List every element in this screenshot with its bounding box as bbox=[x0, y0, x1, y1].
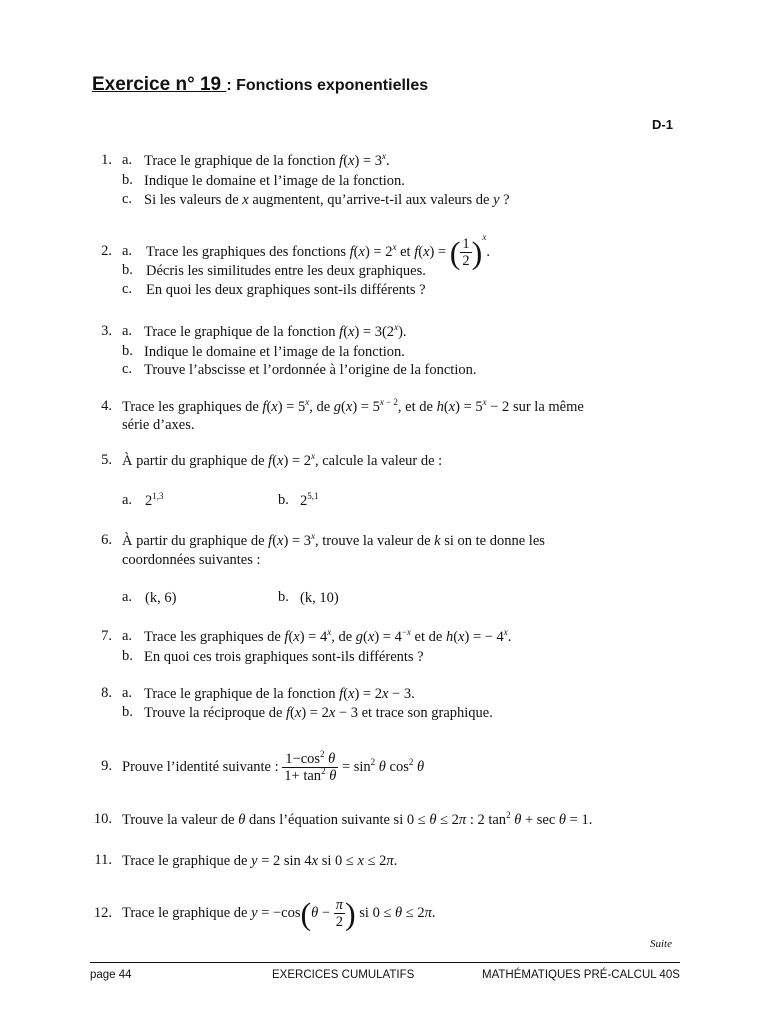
q10-number: 10. bbox=[93, 811, 112, 827]
q6-text-cont: coordonnées suivantes : bbox=[122, 552, 261, 568]
footer-right: MATHÉMATIQUES PRÉ-CALCUL 40S bbox=[482, 969, 680, 981]
q3a-text: Trace le graphique de la fonction $f(x) = 3(2^x)$. bbox=[144, 322, 407, 340]
q7a-label: a. bbox=[122, 628, 133, 644]
q5b-value: 2$^{5,1}$ bbox=[300, 491, 319, 509]
q5-text: À partir du graphique de $f(x) = 2^x$, calcule la valeur de : bbox=[122, 451, 443, 469]
q1b-text: Indique le domaine et l’image de la fonction. bbox=[144, 173, 405, 189]
q10-text: Trouve la valeur de θ dans l’équation suivante si 0 ≤ θ ≤ 2π : 2 $\tan^2 \theta + \sec \theta = 1$. bbox=[122, 810, 593, 828]
q1c-label: c. bbox=[122, 191, 133, 207]
footer-page: page 44 bbox=[90, 969, 132, 981]
q3b-text: Indique le domaine et l’image de la fonction. bbox=[144, 344, 405, 360]
section-code: D-1 bbox=[652, 117, 673, 132]
q4-text: Trace les graphiques de $f(x) = 5^x$, de $g(x) = 5^{x - 2}$, et de $h(x) = 5^x - 2$ sur la même bbox=[122, 397, 584, 415]
q11-text: Trace le graphique de y = 2 sin 4x si 0 ≤ x ≤ 2π. bbox=[122, 853, 398, 869]
q1a-label: a. bbox=[122, 152, 133, 168]
exercise-title bbox=[92, 74, 428, 96]
q6-number: 6. bbox=[101, 532, 112, 548]
q2b-text: Décris les similitudes entre les deux graphiques. bbox=[146, 263, 426, 279]
q3c-label: c. bbox=[122, 361, 133, 377]
q1-number: 1. bbox=[101, 152, 112, 168]
footer-center: EXERCICES CUMULATIFS bbox=[272, 969, 415, 981]
q6b-value: (k, 10) bbox=[300, 590, 339, 606]
q5a-value: 2$^{1,3}$ bbox=[145, 491, 164, 509]
q5a-label: a. bbox=[122, 492, 133, 508]
q4-text-cont: série d’axes. bbox=[122, 417, 195, 433]
q2a-text: Trace les graphiques des fonctions $f(x) = 2^x$ et f(x) = ( $\frac{1}{2}$ )$^x$. bbox=[146, 232, 490, 271]
footer-rule bbox=[90, 962, 680, 963]
q9-number: 9. bbox=[101, 758, 112, 774]
q8a-label: a. bbox=[122, 685, 133, 701]
q4-number: 4. bbox=[101, 398, 112, 414]
q3c-text: Trouve l’abscisse et l’ordonnée à l’origine de la fonction. bbox=[144, 362, 477, 378]
q7b-text: En quoi ces trois graphiques sont-ils différents ? bbox=[144, 649, 424, 665]
q3b-label: b. bbox=[122, 343, 133, 359]
q1b-label: b. bbox=[122, 172, 133, 188]
q7b-label: b. bbox=[122, 648, 133, 664]
q6a-label: a. bbox=[122, 589, 133, 605]
q5-number: 5. bbox=[101, 452, 112, 468]
suite-note: Suite bbox=[650, 938, 672, 950]
title-subtitle: : Fonctions exponentielles bbox=[226, 77, 429, 94]
q7a-text: Trace les graphiques de $f(x) = 4^x$, de $g(x) = 4^{-x}$ et de h(x) = − $4^x$. bbox=[144, 627, 512, 645]
q6a-value: (k, 6) bbox=[145, 590, 177, 606]
q2c-label: c. bbox=[122, 281, 133, 297]
q8b-text: Trouve la réciproque de f(x) = 2x − 3 et trace son graphique. bbox=[144, 705, 493, 721]
q3-number: 3. bbox=[101, 323, 112, 339]
q2c-text: En quoi les deux graphiques sont-ils différents ? bbox=[146, 282, 426, 298]
q11-number: 11. bbox=[94, 852, 112, 868]
q9-text: Prouve l’identité suivante : $\frac{1-\cos^2 \theta}{1+ \tan^2 \theta}$ = $\sin^2 \theta$ $\cos^2 \theta$ bbox=[122, 749, 425, 785]
q8b-label: b. bbox=[122, 704, 133, 720]
q2a-label: a. bbox=[122, 243, 133, 259]
q8a-text: Trace le graphique de la fonction f(x) = 2x − 3. bbox=[144, 686, 415, 702]
q5b-label: b. bbox=[278, 492, 289, 508]
q1c-text: Si les valeurs de x augmentent, qu’arrive-t-il aux valeurs de y ? bbox=[144, 192, 510, 208]
q2b-label: b. bbox=[122, 262, 133, 278]
q7-number: 7. bbox=[101, 628, 112, 644]
q6-text: À partir du graphique de $f(x) = 3^x$, trouve la valeur de k si on te donne les bbox=[122, 531, 545, 549]
q6b-label: b. bbox=[278, 589, 289, 605]
q3a-label: a. bbox=[122, 323, 133, 339]
q12-number: 12. bbox=[93, 905, 112, 921]
q12-text: Trace le graphique de y = −cos(θ − $\frac{\pi}{2}$ ) si 0 ≤ θ ≤ 2π. bbox=[122, 895, 436, 932]
q8-number: 8. bbox=[101, 685, 112, 701]
title-main: Exercice n° 19 bbox=[92, 74, 227, 95]
q2-number: 2. bbox=[101, 243, 112, 259]
q1a-text: Trace le graphique de la fonction $f(x) = 3^x$. bbox=[144, 151, 390, 169]
